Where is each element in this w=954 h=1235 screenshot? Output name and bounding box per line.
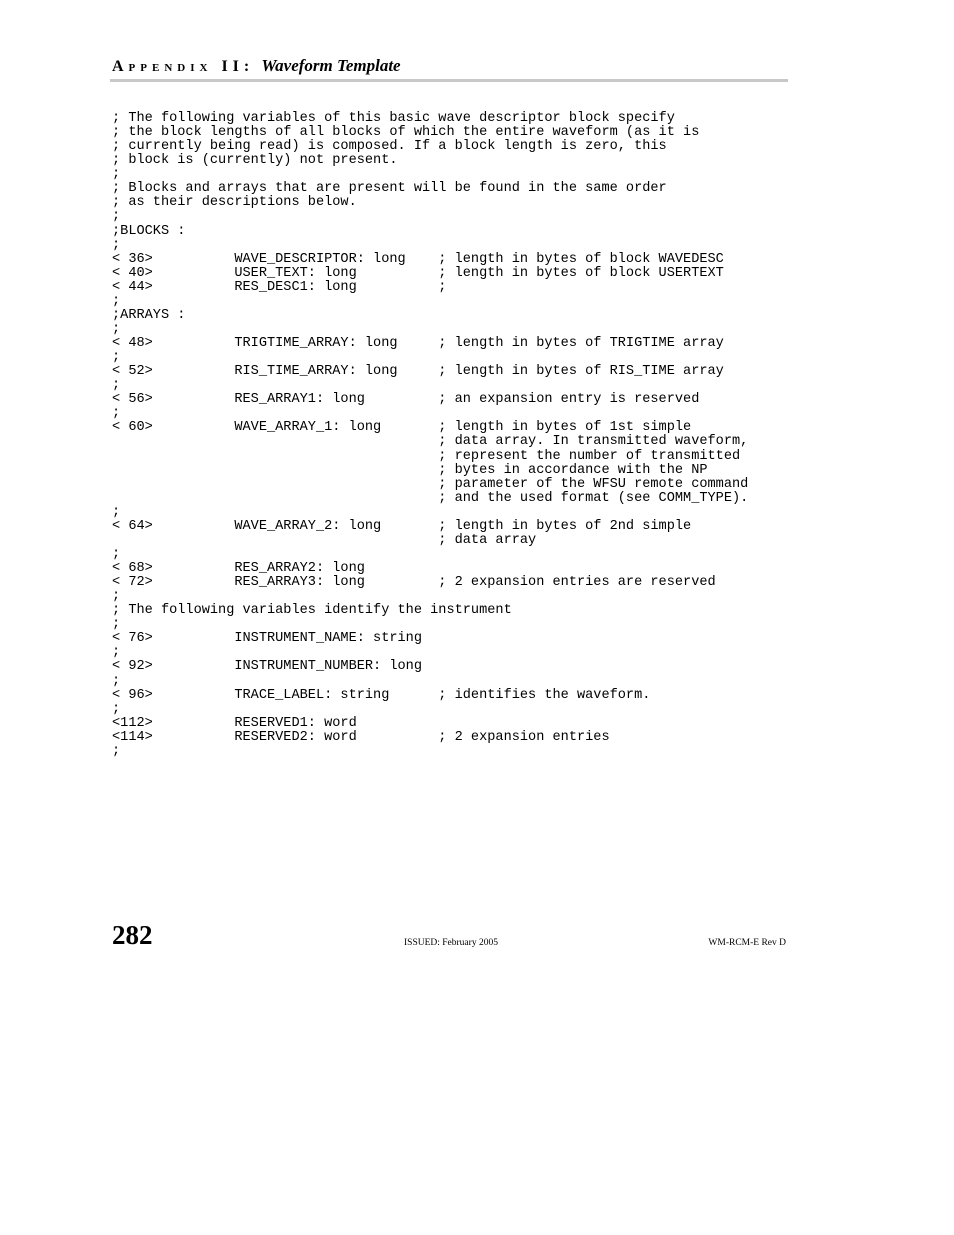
code-line: ; as their descriptions below.	[112, 195, 357, 211]
code-line: < 96> TRACE_LABEL: string ; identifies the waveform.	[112, 687, 651, 703]
code-line: ; parameter of the WFSU remote command	[112, 476, 749, 492]
code-line: < 56> RES_ARRAY1: long ; an expansion entry is reserved	[112, 392, 700, 408]
code-listing	[112, 112, 812, 759]
code-line: ;	[112, 546, 121, 562]
code-line: ;ARRAYS :	[112, 307, 186, 323]
appendix-label: Appendix II:	[112, 58, 255, 75]
code-line: ; The following variables of this basic wave descriptor block specify	[112, 111, 675, 126]
code-line: ;	[112, 743, 121, 759]
document-id: WM-RCM-E Rev D	[708, 938, 786, 948]
code-line: ;	[112, 701, 121, 717]
code-line: ; bytes in accordance with the NP	[112, 462, 708, 478]
code-line: < 44> RES_DESC1: long ;	[112, 279, 447, 295]
header-rule	[110, 79, 788, 82]
code-line: ; the block lengths of all blocks of which the entire waveform (as it is	[112, 125, 700, 141]
page-number: 282	[112, 920, 153, 950]
code-line: < 48> TRIGTIME_ARRAY: long ; length in bytes of TRIGTIME array	[112, 336, 724, 351]
issued-date: ISSUED: February 2005	[404, 938, 498, 948]
code-line: ;	[112, 645, 121, 661]
code-line: < 76> INSTRUMENT_NAME: string	[112, 631, 422, 647]
code-line: ; represent the number of transmitted	[112, 448, 741, 464]
code-line: ;	[112, 378, 121, 394]
code-line: ;	[112, 237, 121, 253]
code-line: ;	[112, 673, 121, 689]
code-line: < 40> USER_TEXT: long ; length in bytes of block USERTEXT	[112, 265, 724, 281]
code-line: ;	[112, 406, 121, 422]
code-line: ; and the used format (see COMM_TYPE).	[112, 490, 749, 506]
code-line: ;	[112, 209, 121, 225]
code-line: ;	[112, 350, 121, 366]
code-line: ;	[112, 167, 121, 183]
code-line: ; The following variables identify the instrument	[112, 603, 512, 619]
page-header	[112, 56, 788, 80]
code-line: ; block is (currently) not present.	[112, 153, 398, 169]
code-line: < 52> RIS_TIME_ARRAY: long ; length in bytes of RIS_TIME array	[112, 364, 724, 380]
code-line: ; Blocks and arrays that are present will be found in the same order	[112, 181, 667, 197]
code-line: < 60> WAVE_ARRAY_1: long ; length in bytes of 1st simple	[112, 420, 692, 436]
code-line: ; data array. In transmitted waveform,	[112, 434, 749, 450]
code-line: < 36> WAVE_DESCRIPTOR: long ; length in bytes of block WAVEDESC	[112, 251, 724, 267]
code-line: <114> RESERVED2: word ; 2 expansion entries	[112, 729, 610, 745]
code-line: < 72> RES_ARRAY3: long ; 2 expansion entries are reserved	[112, 575, 716, 591]
code-line: < 68> RES_ARRAY2: long	[112, 561, 365, 576]
code-line: < 64> WAVE_ARRAY_2: long ; length in bytes of 2nd simple	[112, 518, 692, 534]
code-line: ;BLOCKS :	[112, 223, 186, 239]
code-line: ;	[112, 504, 121, 520]
code-line: <112> RESERVED1: word	[112, 715, 357, 731]
code-line: ;	[112, 589, 121, 605]
code-line: ;	[112, 321, 121, 337]
code-line: ; data array	[112, 532, 537, 548]
code-line: < 92> INSTRUMENT_NUMBER: long	[112, 659, 422, 675]
code-line: ;	[112, 293, 121, 309]
code-line: ;	[112, 617, 121, 633]
header-title: Waveform Template	[261, 56, 401, 75]
code-line: ; currently being read) is composed. If a block length is zero, this	[112, 139, 667, 155]
